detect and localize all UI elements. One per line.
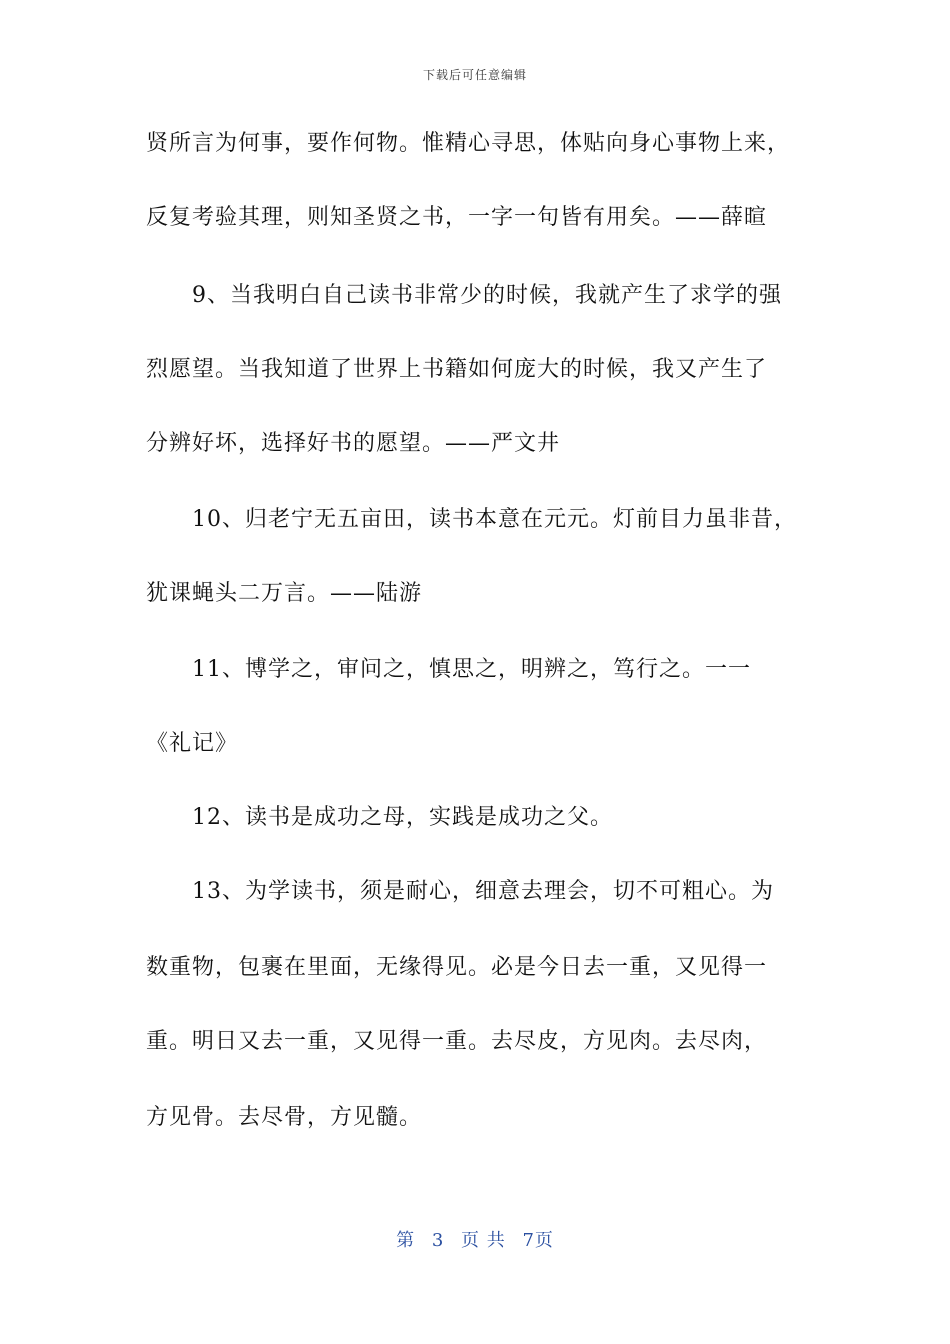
text-line: 11、博学之，审问之，慎思之，明辨之，笃行之。一一 [192,657,751,682]
text-line: 12、读书是成功之母，实践是成功之父。 [192,805,613,830]
text-line: 方见骨。去尽骨，方见髓。 [146,1105,423,1130]
text-line: 9、当我明白自己读书非常少的时候，我就产生了求学的强 [192,283,782,308]
footer-prefix: 第 [396,1230,416,1251]
page-header: 下载后可任意编辑 [422,68,527,82]
text-line: 13、为学读书，须是耐心，细意去理会，切不可粗心。为 [192,879,774,904]
text-line: 分辨好坏，选择好书的愿望。——严文井 [146,431,561,456]
page-number-total: 7页 [522,1230,554,1251]
text-line: 数重物，包裹在里面，无缘得见。必是今日去一重，又见得一 [146,955,768,980]
text-line: 反复考验其理，则知圣贤之书，一字一句皆有用矣。——薛暄 [146,205,768,230]
text-line: 烈愿望。当我知道了世界上书籍如何庞大的时候，我又产生了 [146,357,768,382]
text-line: 重。明日又去一重，又见得一重。去尽皮，方见肉。去尽肉， [146,1029,768,1054]
footer-middle: 页 共 [461,1230,506,1251]
text-line: 《礼记》 [146,731,239,756]
page-number-current: 3 [431,1230,445,1251]
text-line: 贤所言为何事，要作何物。惟精心寻思，体贴向身心事物上来， [146,131,791,156]
text-line: 10、归老宁无五亩田，读书本意在元元。灯前目力虽非昔， [192,507,797,532]
text-line: 犹课蝇头二万言。——陆游 [146,581,423,606]
page-footer [0,1226,950,1252]
